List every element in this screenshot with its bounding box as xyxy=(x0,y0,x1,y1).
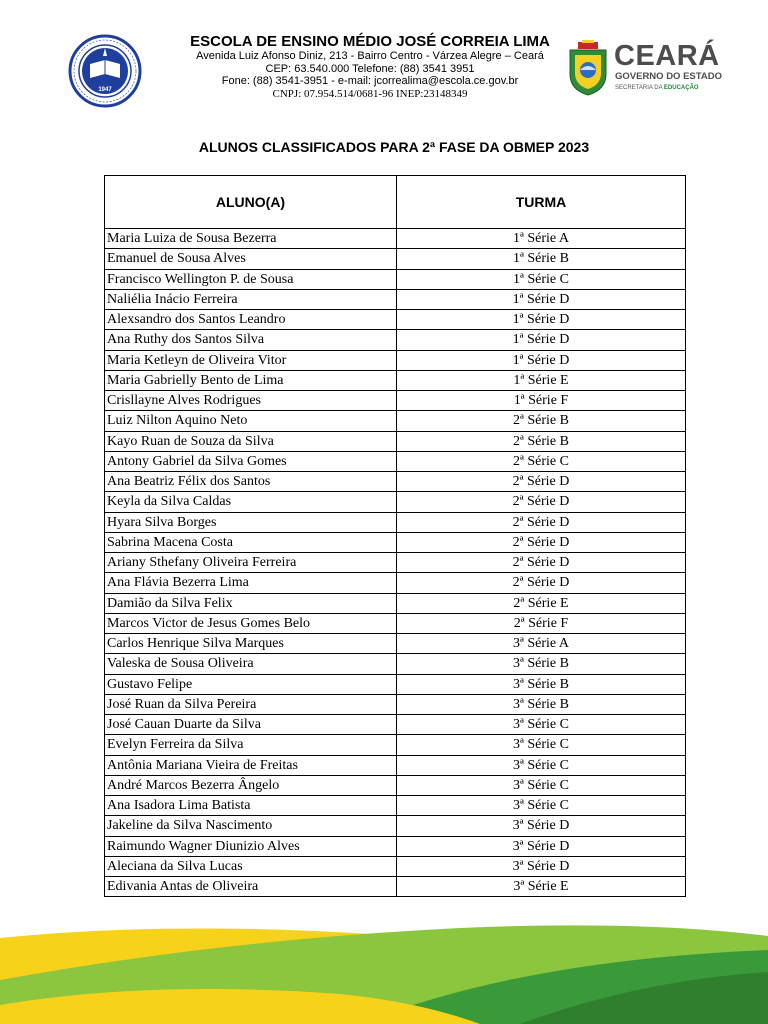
class-cell: 2ª Série D xyxy=(397,512,686,532)
student-name-cell: Ana Ruthy dos Santos Silva xyxy=(105,330,397,350)
student-name-cell: André Marcos Bezerra Ângelo xyxy=(105,775,397,795)
letterhead xyxy=(0,0,768,110)
students-table xyxy=(104,175,686,897)
table-row xyxy=(105,715,686,735)
table-row xyxy=(105,694,686,714)
class-cell: 2ª Série B xyxy=(397,411,686,431)
class-cell: 3ª Série D xyxy=(397,856,686,876)
class-cell: 2ª Série E xyxy=(397,593,686,613)
table-row xyxy=(105,370,686,390)
class-cell: 2ª Série D xyxy=(397,472,686,492)
class-cell: 2ª Série D xyxy=(397,492,686,512)
student-name-cell: José Ruan da Silva Pereira xyxy=(105,694,397,714)
table-row xyxy=(105,289,686,309)
student-name-cell: Valeska de Sousa Oliveira xyxy=(105,654,397,674)
school-name: ESCOLA DE ENSINO MÉDIO JOSÉ CORREIA LIMA xyxy=(190,33,550,50)
footer-decorative-waves xyxy=(0,910,768,1024)
class-cell: 1ª Série D xyxy=(397,350,686,370)
column-header-student: ALUNO(A) xyxy=(105,176,397,229)
class-cell: 1ª Série B xyxy=(397,249,686,269)
document-title: ALUNOS CLASSIFICADOS PARA 2ª FASE DA OBMEP 2023 xyxy=(198,139,590,155)
student-name-cell: Naliélia Inácio Ferreira xyxy=(105,289,397,309)
student-name-cell: Ana Isadora Lima Batista xyxy=(105,796,397,816)
student-name-cell: Marcos Victor de Jesus Gomes Belo xyxy=(105,613,397,633)
table-row xyxy=(105,249,686,269)
class-cell: 2ª Série F xyxy=(397,613,686,633)
class-cell: 1ª Série D xyxy=(397,289,686,309)
government-logo xyxy=(566,40,738,96)
class-cell: 2ª Série B xyxy=(397,431,686,451)
student-name-cell: Antony Gabriel da Silva Gomes xyxy=(105,451,397,471)
government-name: CEARÁ xyxy=(614,40,720,72)
student-name-cell: Aleciana da Silva Lucas xyxy=(105,856,397,876)
student-name-cell: Gustavo Felipe xyxy=(105,674,397,694)
table-row xyxy=(105,796,686,816)
student-name-cell: Ana Flávia Bezerra Lima xyxy=(105,573,397,593)
class-cell: 1ª Série A xyxy=(397,229,686,249)
table-row xyxy=(105,229,686,249)
table-row xyxy=(105,451,686,471)
student-name-cell: Luiz Nilton Aquino Neto xyxy=(105,411,397,431)
class-cell: 1ª Série C xyxy=(397,269,686,289)
state-crest-icon xyxy=(566,40,610,96)
seal-year: 1947 xyxy=(98,87,112,93)
student-name-cell: Carlos Henrique Silva Marques xyxy=(105,634,397,654)
table-row xyxy=(105,613,686,633)
table-row xyxy=(105,674,686,694)
student-name-cell: Maria Ketleyn de Oliveira Vitor xyxy=(105,350,397,370)
table-row xyxy=(105,431,686,451)
school-info xyxy=(165,34,575,100)
class-cell: 3ª Série B xyxy=(397,694,686,714)
table-row xyxy=(105,269,686,289)
table-row xyxy=(105,350,686,370)
student-name-cell: Sabrina Macena Costa xyxy=(105,532,397,552)
table-row xyxy=(105,492,686,512)
table-header-row xyxy=(105,176,686,229)
table-row xyxy=(105,573,686,593)
table-row xyxy=(105,553,686,573)
table-row xyxy=(105,654,686,674)
class-cell: 3ª Série C xyxy=(397,775,686,795)
class-cell: 3ª Série A xyxy=(397,634,686,654)
student-name-cell: Raimundo Wagner Diunizio Alves xyxy=(105,836,397,856)
table-row xyxy=(105,755,686,775)
class-cell: 3ª Série B xyxy=(397,674,686,694)
student-name-cell: Edivania Antas de Oliveira xyxy=(105,877,397,897)
school-cep-phone: CEP: 63.540.000 Telefone: (88) 3541 3951 xyxy=(265,62,475,75)
student-name-cell: Alexsandro dos Santos Leandro xyxy=(105,310,397,330)
school-ids: CNPJ: 07.954.514/0681-96 INEP:23148349 xyxy=(272,87,468,100)
student-name-cell: Maria Gabrielly Bento de Lima xyxy=(105,370,397,390)
class-cell: 3ª Série D xyxy=(397,836,686,856)
table-row xyxy=(105,532,686,552)
table-row xyxy=(105,472,686,492)
class-cell: 3ª Série E xyxy=(397,877,686,897)
table-row xyxy=(105,634,686,654)
school-contact: Fone: (88) 3541-3951 - e-mail: jcorrealima@escola.ce.gov.br xyxy=(221,75,519,87)
class-cell: 3ª Série C xyxy=(397,735,686,755)
table-row xyxy=(105,836,686,856)
student-name-cell: Antônia Mariana Vieira de Freitas xyxy=(105,755,397,775)
class-cell: 3ª Série C xyxy=(397,715,686,735)
table-row xyxy=(105,735,686,755)
school-address: Avenida Luiz Afonso Diniz, 213 - Bairro Centro - Várzea Alegre – Ceará xyxy=(196,50,544,62)
class-cell: 2ª Série D xyxy=(397,532,686,552)
student-name-cell: Crisllayne Alves Rodrigues xyxy=(105,391,397,411)
student-name-cell: José Cauan Duarte da Silva xyxy=(105,715,397,735)
student-name-cell: Jakeline da Silva Nascimento xyxy=(105,816,397,836)
student-name-cell: Emanuel de Sousa Alves xyxy=(105,249,397,269)
student-name-cell: Ariany Sthefany Oliveira Ferreira xyxy=(105,553,397,573)
student-name-cell: Damião da Silva Felix xyxy=(105,593,397,613)
class-cell: 2ª Série D xyxy=(397,573,686,593)
class-cell: 1ª Série D xyxy=(397,310,686,330)
school-seal-logo xyxy=(68,34,142,108)
class-cell: 1ª Série E xyxy=(397,370,686,390)
table-body xyxy=(105,229,686,897)
table-row xyxy=(105,512,686,532)
table-row xyxy=(105,330,686,350)
class-cell: 2ª Série D xyxy=(397,553,686,573)
government-subtitle: GOVERNO DO ESTADO xyxy=(615,71,722,82)
dept-prefix: SECRETARIA DA xyxy=(615,85,663,91)
table-row xyxy=(105,856,686,876)
dept-name: EDUCAÇÃO xyxy=(663,85,699,91)
class-cell: 3ª Série C xyxy=(397,755,686,775)
class-cell: 3ª Série D xyxy=(397,816,686,836)
student-name-cell: Keyla da Silva Caldas xyxy=(105,492,397,512)
table-row xyxy=(105,593,686,613)
class-cell: 1ª Série F xyxy=(397,391,686,411)
class-cell: 3ª Série C xyxy=(397,796,686,816)
student-name-cell: Kayo Ruan de Souza da Silva xyxy=(105,431,397,451)
column-header-class: TURMA xyxy=(397,176,686,229)
class-cell: 1ª Série D xyxy=(397,330,686,350)
student-name-cell: Hyara Silva Borges xyxy=(105,512,397,532)
table-row xyxy=(105,877,686,897)
class-cell: 2ª Série C xyxy=(397,451,686,471)
table-row xyxy=(105,391,686,411)
table-row xyxy=(105,816,686,836)
class-cell: 3ª Série B xyxy=(397,654,686,674)
student-name-cell: Francisco Wellington P. de Sousa xyxy=(105,269,397,289)
table-row xyxy=(105,411,686,431)
student-name-cell: Maria Luiza de Sousa Bezerra xyxy=(105,229,397,249)
student-name-cell: Ana Beatriz Félix dos Santos xyxy=(105,472,397,492)
table-row xyxy=(105,775,686,795)
table-row xyxy=(105,310,686,330)
student-name-cell: Evelyn Ferreira da Silva xyxy=(105,735,397,755)
government-department xyxy=(615,85,699,92)
